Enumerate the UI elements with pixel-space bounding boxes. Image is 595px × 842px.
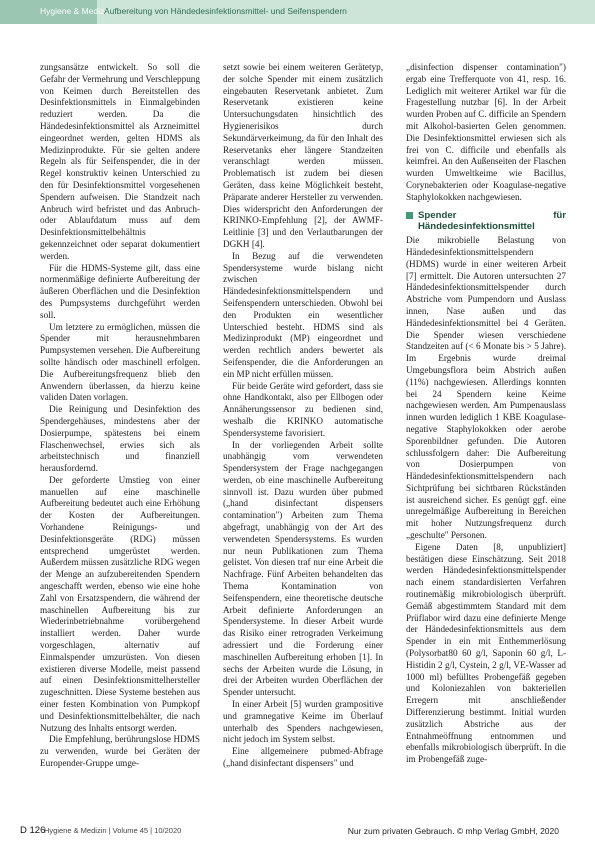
section-subheading (406, 210, 566, 234)
journal-citation: Hygiene & Medizin | Volume 45 | 10/2020 (44, 826, 182, 835)
body-paragraph: Eine allgemeinere pubmed-Abfrage („hand disinfectant dispensers" und (223, 746, 383, 769)
body-paragraph: Der geforderte Umstieg von einer manuellen auf eine maschinelle Aufbereitung bedeutet auch eine Erhöhung der Kosten der Aufbereitungen. Vorhandene Reinigungs- und Desinfektionsgeräte (RDG) müssen entsprechend umgerüstet werden. Außerdem müssen zusätzliche RDG wegen der Menge an aufzubereitenden Spendern angeschafft werden, ebenso wie eine hohe Zahl von Ersatzspendern, die während der maschinellen Aufbereitung bis zur Wiederinbetriebnahme vorübergehend installiert werden. Daher wurde vorgeschlagen, alternativ auf Einmalspender umzurüsten. Von diesen existieren diverse Modelle, meist passend auf einen Desinfektionsmittelhersteller zugeschnitten. Diese Systeme bestehen aus einer festen Kombination von Pumpkopf und Desinfektionsmittelbehälter, die nach Nutzung des Inhalts entsorgt werden. (40, 474, 200, 733)
text-column-3 (406, 62, 566, 822)
page-footer (0, 824, 595, 842)
body-paragraph: Die Empfehlung, berührungslose HDMS zu verwenden, wurde bei Geräten der Europender-Gruppe umge- (40, 734, 200, 769)
square-bullet-icon (406, 212, 413, 219)
body-paragraph: Für beide Geräte wird gefordert, dass sie ohne Handkontakt, also per Ellbogen oder Annäherungssensor zu bedienen sind, weshalb die KRINKO automatische Spendersysteme favorisiert. (223, 380, 383, 438)
body-paragraph: Eigene Daten [8, unpubliziert] bestätigen diese Einschätzung. Seit 2018 werden Händedesinfektionsmittelspender nach einem standardisierten Verfahren routinemäßig mikrobiologisch überprüft. Gemäß abgestimmtem Standard mit dem Prüflabor wird dazu eine definierte Menge der Händedesinfektionsmittels aus dem Spender in ein mit Enthemmerlösung (Polysorbat80 60 g/l, Saponin 60 g/l, L-Histidin 2 g/l, Cystein, 2 g/l, VE-Wasser ad 1000 ml) befülltes Probengefäß gegeben und Koloniezahlen von bakteriellen Erregern mit anschließender Differenzierung bestimmt. Initial wurden zusätzlich Abstriche aus der Entnahmeöffnung entnommen und ebenfalls mikrobiologisch überprüft. In die im Probengefäß zuge- (406, 541, 566, 765)
page-number: D 126 (20, 825, 46, 836)
body-paragraph: Die mikrobielle Belastung von Händedesinfektionsmittelspendern (HDMS) wurde in einer weiteren Arbeit [7] ermittelt. Die Autoren untersuchten 27 Händedesinfektionsmittelspender durch Abstriche vom Pumpendorn und Auslass innen, Nase außen und das Händedesinfektionsmittel bei 4 Geräten. Die Spender wiesen verschiedene Standzeiten auf (< 6 Monate bis > 5 Jahre). Im Ergebnis wurde dreimal Umgebungsflora beim Abstrich außen (11%) nachgewiesen. Allerdings konnten bei 24 Spendern keine Keime nachgewiesen werden. Am Pumpenauslass innen wurden lediglich 1 KBE Koagulase-negative Staphylokokken oder aerobe Sporenbildner gefunden. Die Autoren schlussfolgern daher: Die Aufbereitung von Dosierpumpen von Händedesinfektionsmittelspendern nach Sichtprüfung bei sichtbaren Rückständen ist ausreichend sicher. Es genügt ggf. eine unregelmäßige Aufbereitung in Bereichen mit hoher Nutzungsfrequenz durch „geschulte" Personen. (406, 235, 566, 541)
copyright-notice: Nur zum privaten Gebrauch. © mhp Verlag GmbH, 2020 (347, 826, 559, 836)
body-paragraph: In einer Arbeit [5] wurden grampositive und gramnegative Keime im Überlauf unterhalb des Spenders nachgewiesen, nicht jedoch im System selbst. (223, 699, 383, 745)
body-paragraph: setzt sowie bei einem weiteren Gerätetyp, der solche Spender mit einem zusätzlich eingebauten Reservetank anbietet. Zum Reservetank existieren keine Untersuchungsdaten hinsichtlich des Hygienerisikos durch Sekundärverkeimung, da für den Inhalt des Reservetanks eher längere Standzeiten veranschlagt werden müssen. Problematisch ist zudem bei diesen Geräten, dass keine Möglichkeit besteht, Präparate anderer Hersteller zu verwenden. Dies widerspricht den Anforderungen der KRINKO-Empfehlung [2], der AWMF-Leitlinie [3] und den Verlautbarungen der DGKH [4]. (223, 62, 383, 249)
text-column-1 (40, 62, 200, 822)
header-topic-label: Aufbereitung von Händedesinfektionsmittel- und Seifenspendern (104, 6, 347, 16)
section-subheading-text: Spender für Händedesinfektionsmittel (418, 209, 566, 233)
body-paragraph: Die Reinigung und Desinfektion des Spendergehäuses, mindestens aber der Dosierpumpe, spätestens bei einem Flaschenwechsel, erwies sich als arbeitstechnisch und finanziell herausfordernd. (40, 404, 200, 474)
body-paragraph: In Bezug auf die verwendeten Spendersysteme wurde bislang nicht zwischen Händedesinfektionsmittelspendern und Seifenspendern unterschieden. Obwohl bei den Produkten ein wesentlicher Unterschied besteht. HDMS sind als Medizinprodukt (MP) eingeordnet und werden rechtlich anders bewertet als Seifenspender, die die Anforderungen an ein MP nicht erfüllen müssen. (223, 250, 383, 379)
body-paragraph: Für die HDMS-Systeme gilt, dass eine normenmäßige definierte Aufbereitung der äußeren Oberflächen und die Desinfektion des Pumpsystems durchgeführt werden soll. (40, 262, 200, 320)
body-paragraph: Um letztere zu ermöglichen, müssen die Spender mit herausnehmbaren Pumpsystemen versehen. Die Aufbereitung sollte händisch oder maschinell erfolgen. Die Aufbereitungsfrequenz blieb den Anwendern überlassen, da hierzu keine validen Daten vorlagen. (40, 321, 200, 403)
body-paragraph: In der vorliegenden Arbeit sollte unabhängig vom verwendeten Spendersystem der Frage nachgegangen werden, ob eine maschinelle Aufbereitung sinnvoll ist. Dazu wurden über pubmed („hand disinfectant dispensers contamination") Arbeiten zum Thema abgefragt, unabhängig von der Art des verwendeten Spendersystems. Es wurden nur neun Publikationen zum Thema gelistet. Von diesen traf nur eine Arbeit die Nachfrage. Fünf Arbeiten behandelten das Thema Kontamination von Seifenspendern, eine theoretische deutsche Arbeit definierte Anforderungen an Spendersysteme. In dieser Arbeit wurde das Risiko einer retrograden Verkeimung adressiert und die Forderung einer maschinellen Aufbereitung erhoben [1]. In sechs der Arbeiten wurde die Lösung, in drei der Arbeiten wurden Oberflächen der Spender untersucht. (223, 439, 383, 698)
body-paragraph: zungsansätze entwickelt. So soll die Gefahr der Vermehrung und Verschleppung von Keimen durch Bereitstellen des Desinfektionsmittels in Einmalgebinden reduziert werden. Da die Händedesinfektionsmittel als Arzneimittel eingeordnet werden, gelten HDMS als Medizinprodukte. Für sie gelten andere Regeln als für Seifenspender, die in der Regel konstruktiv keinen Unterschied zu den für Desinfektionsmittel vorgesehenen Spendern aufweisen. Die Standzeit nach Anbruch wird befristet und das Anbruch- oder Ablaufdatum muss auf dem Desinfektionsmittelbehältnis gekennzeichnet oder separat dokumentiert werden. (40, 62, 200, 261)
text-column-2 (223, 62, 383, 822)
header-bar (0, 0, 595, 24)
body-paragraph: „disinfection dispenser contamination") ergab eine Trefferquote von 41, resp. 16. Lediglich mit weiterer Artikel war für die Fragestellung nutzbar [6]. In der Arbeit wurden Proben auf C. difficile an Spendern mit Alkohol-basierten Gelen genommen. Die Desinfektionsmittel erwiesen sich als frei von C. difficile und ebenfalls als keimfrei. An den Außenseiten der Flaschen wurden Umweltkeime wie Bacillus, Corynebakterien oder Koagulase-negative Staphylokokken nachgewiesen. (406, 62, 566, 202)
article-body (40, 62, 565, 822)
header-section-label: Hygiene & Medizin (40, 6, 111, 16)
